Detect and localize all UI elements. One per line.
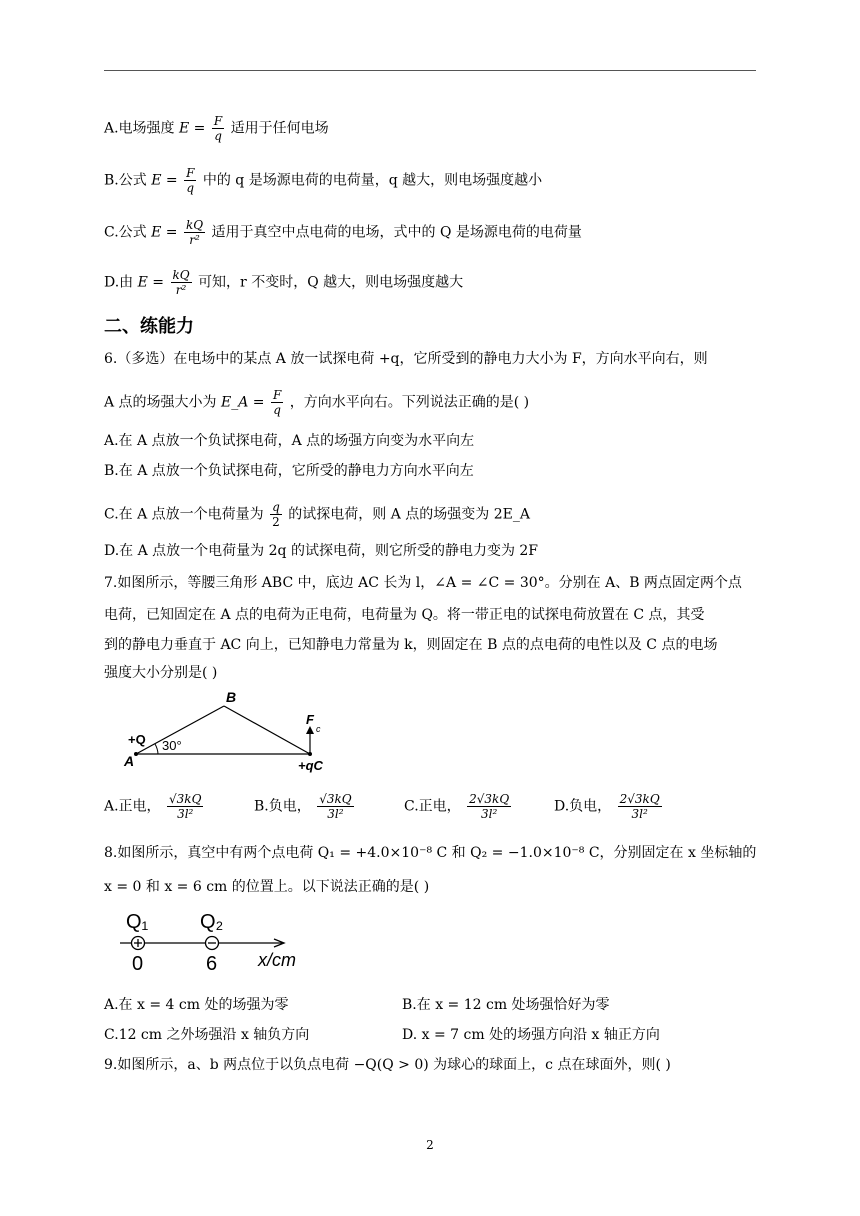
- q7-option-a: A.正电， $\frac{√3kQ}{\text{3l²}}$: [104, 792, 202, 821]
- q7-option-c: C.正电， $\frac{2√3kQ}{\text{3l²}}$: [404, 792, 510, 821]
- q8-option-a: A.在 x = 4 cm 处的场强为零: [104, 997, 289, 1013]
- q6-stem-line1: 6.（多选）在电场中的某点 A 放一试探电荷 +q，它所受到的静电力大小为 F，方向水平向右，则: [104, 351, 708, 367]
- fraction-q-over-2: $\frac{q}{2}$: [272, 500, 280, 529]
- q5-option-b: B.公式 E = $\frac{F}{q}$ 中的 q 是场源电荷的电荷量，q 越大，则电场强度越小: [104, 166, 543, 195]
- page-number: 2: [426, 1138, 434, 1152]
- tick-label-6: 6: [206, 953, 218, 975]
- label-angle: 30°: [162, 738, 182, 753]
- label-b: B: [226, 689, 237, 705]
- q6-option-b: B.在 A 点放一个负试探电荷，它所受的静电力方向水平向左: [104, 463, 474, 479]
- axis-label: x/cm: [258, 950, 296, 970]
- tick-label-0: 0: [132, 953, 144, 975]
- fraction-f-over-q: $\frac{F}{q}$: [186, 166, 195, 195]
- label-qc: +qC: [298, 758, 323, 773]
- q7-option-b: B.负电， $\frac{√3kQ}{\text{3l²}}$: [254, 792, 352, 821]
- q5-option-a-prefix: A.电场强度: [104, 120, 175, 137]
- fraction-f-over-q: $\frac{F}{q}$: [272, 388, 282, 417]
- q5-option-a: [104, 114, 329, 143]
- angle-arc: [155, 744, 158, 754]
- q7-stem-line4: 强度大小分别是( ): [104, 665, 218, 681]
- label-fc-sub: c: [316, 724, 321, 734]
- q6-option-c: C.在 A 点放一个电荷量为 $\frac{q}{2}$ 的试探电荷，则 A 点的场强变为 2E_A: [104, 500, 530, 529]
- force-arrow-head: [306, 726, 314, 734]
- section-title: 二、练能力: [104, 316, 194, 337]
- header-rule: [104, 70, 756, 71]
- q8-option-d: D. x = 7 cm 处的场强方向沿 x 轴正方向: [402, 1027, 660, 1043]
- formula-e: E =: [179, 120, 206, 137]
- q6-stem-line2: A 点的场强大小为 E_A = $\frac{F}{q}$ ，方向水平向右。下列说法正确的是( ): [104, 388, 530, 417]
- q7-options: [104, 792, 764, 832]
- q5-option-a-suffix: 适用于任何电场: [230, 120, 329, 137]
- q7-stem-line3: 到的静电力垂直于 AC 向上，已知静电力常量为 k，则固定在 B 点的点电荷的电性以及 C 点的电场: [104, 637, 718, 653]
- q6-option-d: D.在 A 点放一个电荷量为 2q 的试探电荷，则它所受的静电力变为 2F: [104, 543, 539, 559]
- label-fc: F: [306, 712, 314, 727]
- fraction-kq-over-r2: $\frac{kQ}{\text{r²}}$: [172, 268, 190, 297]
- q9-stem-line1: 9.如图所示，a、b 两点位于以负点电荷 −Q(Q > 0) 为球心的球面上，c 点在球面外，则( ): [104, 1057, 671, 1073]
- label-a: A: [124, 753, 135, 769]
- triangle-side-bc: [224, 706, 310, 754]
- q8-stem-line1: 8.如图所示，真空中有两个点电荷 Q₁ = +4.0×10⁻⁸ C 和 Q₂ = −1.0×10⁻⁸ C，分别固定在 x 坐标轴的: [104, 845, 757, 861]
- triangle-figure: [120, 688, 340, 776]
- fraction-kq-over-r2: $\frac{kQ}{\text{r²}}$: [185, 218, 204, 247]
- q8-option-c: C.12 cm 之外场强沿 x 轴负方向: [104, 1027, 310, 1043]
- q5-option-c: C.公式 E = $\frac{kQ}{\text{r²}}$ 适用于真空中点电荷的电场，式中的 Q 是场源电荷的电荷量: [104, 218, 582, 247]
- fraction-f-over-q: $\frac{F}{q}$: [213, 114, 223, 143]
- label-q1: Q₁: [126, 911, 149, 933]
- q7-stem-line2: 电荷，已知固定在 A 点的电荷为正电荷，电荷量为 Q。将一带正电的试探电荷放置在 C 点，其受: [104, 607, 705, 623]
- point-a: [134, 752, 138, 756]
- q5-option-d: D.由 E = $\frac{kQ}{\text{r²}}$ 可知，r 不变时，Q 越大，则电场强度越大: [104, 268, 464, 297]
- label-plus-q: +Q: [128, 732, 146, 747]
- label-q2: Q₂: [200, 911, 224, 933]
- q8-stem-line2: x = 0 和 x = 6 cm 的位置上。以下说法正确的是( ): [104, 879, 430, 895]
- q7-option-d: D.负电， $\frac{2√3kQ}{\text{3l²}}$: [554, 792, 660, 821]
- q6-option-a: A.在 A 点放一个负试探电荷，A 点的场强方向变为水平向左: [104, 433, 475, 449]
- axis-figure: [114, 904, 314, 976]
- q8-option-b: B.在 x = 12 cm 处场强恰好为零: [402, 997, 610, 1013]
- q7-stem-line1: 7.如图所示，等腰三角形 ABC 中，底边 AC 长为 l，∠A = ∠C = 30°。分别在 A、B 两点固定两个点: [104, 575, 742, 591]
